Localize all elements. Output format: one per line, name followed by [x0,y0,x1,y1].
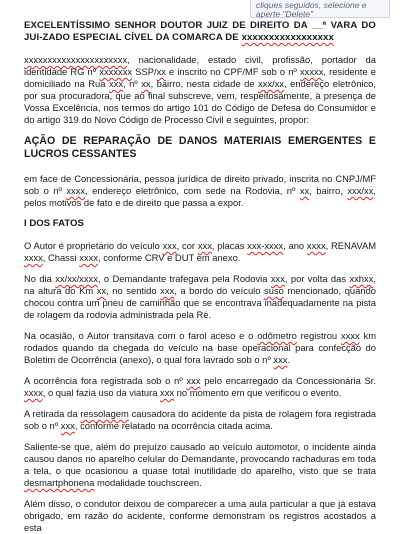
tooltip-line-2: aperte "Delete" [256,9,314,19]
qualification-paragraph: xxxxxxxxxxxxxxxxxxxxxx, nacionalidade, estado civil, profissão, portador da identidade RG nº xxxxxxx SSP/xx e inscrito no CPF/MF sob o nº xxxxx, residente e domiciliado na Rua xxx, nº xx, bairro, nesta cidade de xxx/xx, endereço eletrônico, por sua procuradora, que ao final subscreve, vem, respeitosamente, à presença de Vossa Excelência, nos termos do artigo 101 do Código de Defesa do Consumidor e do artigo 319 do Novo Código de Processo Civil e seguintes, propor: [24,54,376,125]
facts-paragraph-3: Na ocasião, o Autor transitava com o farol aceso e o odômetro registrou xxxx km rodados quando da chegada do veículo na base operacional para confecção do Boletim de Ocorrência (anexo), o qual fora lavrado sob o nº xxx. [24,330,376,365]
tooltip [250,0,390,18]
facts-paragraph-6: Saliente-se que, além do prejuízo causado ao veículo automotor, o incidente ainda causou danos no aparelho celular do Demandante, provocando rachaduras em toda a tela, o que ocasionou a quase total inutilidade do aparelho, visto que se trata desmartphonena modalidade touchscreen. [24,441,376,488]
facts-paragraph-2: No dia xx/xx/xxxx, o Demandante trafegava pela Rodovia xxx, por volta das xxhxx, na altura do Km xx, no sentido xxx, a bordo do veículo suso mencionado, quando chocou contra um pneu de caminhão que se encontrava inadequadamente na pista de rolagem da rodovia administrada pela Ré. [24,273,376,320]
facts-paragraph-1: O Autor é proprietário do veículo xxx, cor xxx, placas xxx-xxxx, ano xxxx, RENAVAM xxxx, Chassi xxxx, conforme CRV e DUT em anexo. [24,240,377,263]
action-title: AÇÃO DE REPARAÇÃO DE DANOS MATERIAIS EMERGENTES E LUCROS CESSANTES [24,135,376,160]
document-heading: EXCELENTÍSSIMO SENHOR DOUTOR JUIZ DE DIREITO DA __ª VARA DO JUI-ZADO ESPECIAL CÍVEL DA COMARCA DE xxxxxxxxxxxxxxxxx [24,20,376,43]
facts-paragraph-5: A retirada da ressolagem causadora do acidente da pista de rolagem fora registrada sob o nº xxx, conforme relatado na ocorrência citada acima. [24,408,377,431]
facts-paragraph-7: Além disso, o condutor deixou de comparecer a uma aula particular a que já estava obrigado, em razão do acidente, conforme demonstram os registros acostados a esta [24,498,376,533]
tooltip-line-1: cliques seguidos, selecione e [256,0,367,10]
defendant-paragraph: em face de Concessionária, pessoa jurídica de direito privado, inscrita no CNPJ/MF sob o nº xxxx, endereço eletrônico, com sede na Rodovia, nº xx, bairro, xxx/xx, pelos motivos de fato e de direito que passa a expor. [24,173,376,208]
facts-paragraph-4: A ocorrência fora registrada sob o nº xxx pelo encarregado da Concessionária Sr. xxxx, o qual fazia uso da viatura xxx no momento em que verificou o evento. [24,375,376,398]
section-title: I DOS FATOS [24,218,84,229]
